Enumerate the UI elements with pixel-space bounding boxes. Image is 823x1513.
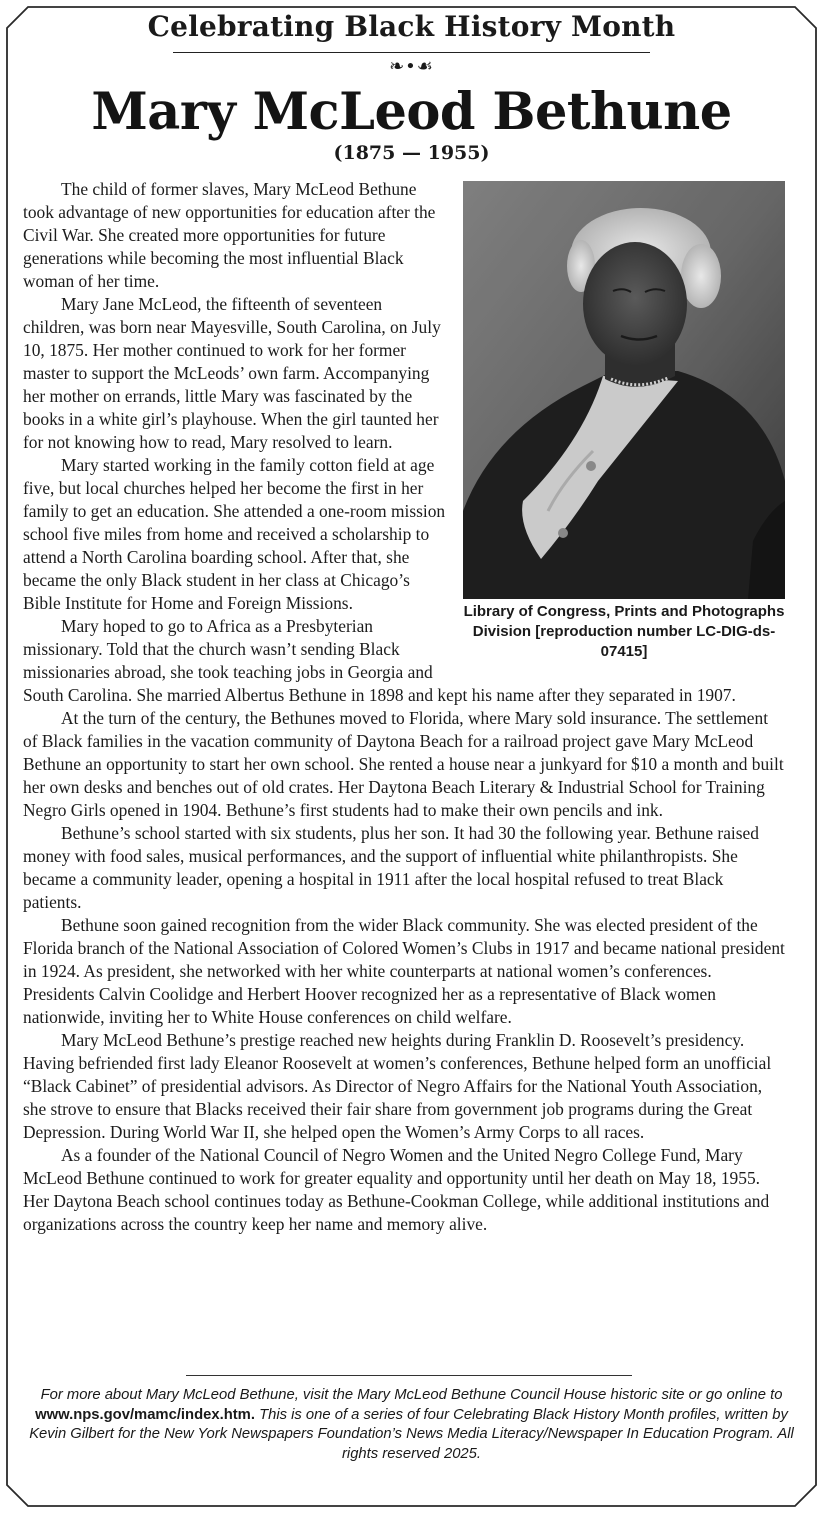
- article-paragraph: Bethune soon gained recognition from the wider Black community. She was elected president of the Florida branch of the National Association of Colored Women’s Clubs in 1917 and became national president in 1924. As president, she networked with her white counterparts at national women’s conferences. Presidents Calvin Coolidge and Herbert Hoover recognized her as a representative of Black women nationwide, inviting her to White House conferences on child welfare.: [23, 915, 785, 1027]
- article-paragraph: As a founder of the National Council of Negro Women and the United Negro College Fund, Mary McLeod Bethune continued to work for greater equality and opportunity until her death on May 18, 1955. Her Daytona Beach school continues today as Bethune-Cookman College, while additional institutions and organizations across the country keep her name and memory alive.: [23, 1145, 770, 1234]
- footer-divider: [186, 1375, 632, 1376]
- title-divider: [173, 52, 650, 53]
- photo-caption: Library of Congress, Prints and Photographs Division [reproduction number LC-DIG-ds-07415]: [463, 603, 785, 660]
- portrait-photo: [463, 181, 785, 599]
- article-paragraph: Mary hoped to go to Africa as a Presbyterian missionary. Told that the church wasn’t sending Black missionaries abroad, she took teaching jobs in Georgia and South Carolina. She married Albertus Bethune in 1898 and kept his name after they separated in 1907.: [23, 616, 736, 705]
- footer-text-credits: This is one of a series of four Celebrating Black History Month profiles, written by Kevin Gilbert for the New York Newspapers Foundation’s News Media Literacy/Newspaper In Education Program. All rights reserved 2025.: [29, 1406, 794, 1462]
- ornament-divider: ❧•☙: [389, 56, 434, 77]
- series-title: Celebrating Black History Month: [147, 10, 676, 43]
- photo-block: [460, 181, 788, 662]
- person-name: Mary McLeod Bethune: [91, 82, 732, 142]
- article-paragraph: The child of former slaves, Mary McLeod Bethune took advantage of new opportunities for education after the Civil War. She created more opportunities for future generations while becoming the most influential Black woman of her time.: [23, 179, 436, 291]
- footer-url-link[interactable]: www.nps.gov/mamc/index.htm.: [35, 1406, 255, 1423]
- article-body: [23, 178, 785, 1236]
- article-paragraph: Mary McLeod Bethune’s prestige reached new heights during Franklin D. Roosevelt’s presidency. Having befriended first lady Eleanor Roosevelt at women’s conferences, Bethune helped form an unofficial “Black Cabinet” of presidential advisors. As Director of Negro Affairs for the National Youth Association, she strove to ensure that Blacks received their fair share from government job programs during the Great Depression. During World War II, she helped open the Women’s Army Corps to all races.: [23, 1030, 772, 1142]
- article-paragraph: Mary started working in the family cotton field at age five, but local churches helped her become the first in her family to get an education. She attended a one-room mission school five miles from home and received a scholarship to attend a North Carolina boarding school. After that, she became the only Black student in her class at Chicago’s Bible Institute for Home and Foreign Missions.: [23, 455, 446, 613]
- article-paragraph: Bethune’s school started with six students, plus her son. It had 30 the following year. Bethune raised money with food sales, musical performances, and the support of influential white philanthropists. She became a community leader, opening a hospital in 1911 after the local hospital refused to treat Black patients.: [23, 823, 759, 912]
- article-paragraph: At the turn of the century, the Bethunes moved to Florida, where Mary sold insurance. The settlement of Black families in the vacation community of Daytona Beach for a railroad project gave Mary McLeod Bethune an opportunity to start her own school. She rented a house near a junkyard for $10 a month and built her own desks and benches out of old crates. Her Daytona Beach Literary & Industrial School for Training Negro Girls opened in 1904. Bethune’s first students had to make their own pencils and ink.: [23, 708, 784, 820]
- lifespan: (1875 — 1955): [333, 142, 490, 164]
- footer-text-intro: For more about Mary McLeod Bethune, visit the Mary McLeod Bethune Council House historic site or go online to: [40, 1387, 783, 1403]
- article-paragraph: Mary Jane McLeod, the fifteenth of seventeen children, was born near Mayesville, South Carolina, on July 10, 1875. Her mother continued to work for her former master to support the McLeods’ own farm. Accompanying her mother on errands, little Mary was fascinated by the books in a white girl’s playhouse. When the girl taunted her for not knowing how to read, Mary resolved to learn.: [23, 294, 441, 452]
- footer-note: [28, 1386, 795, 1464]
